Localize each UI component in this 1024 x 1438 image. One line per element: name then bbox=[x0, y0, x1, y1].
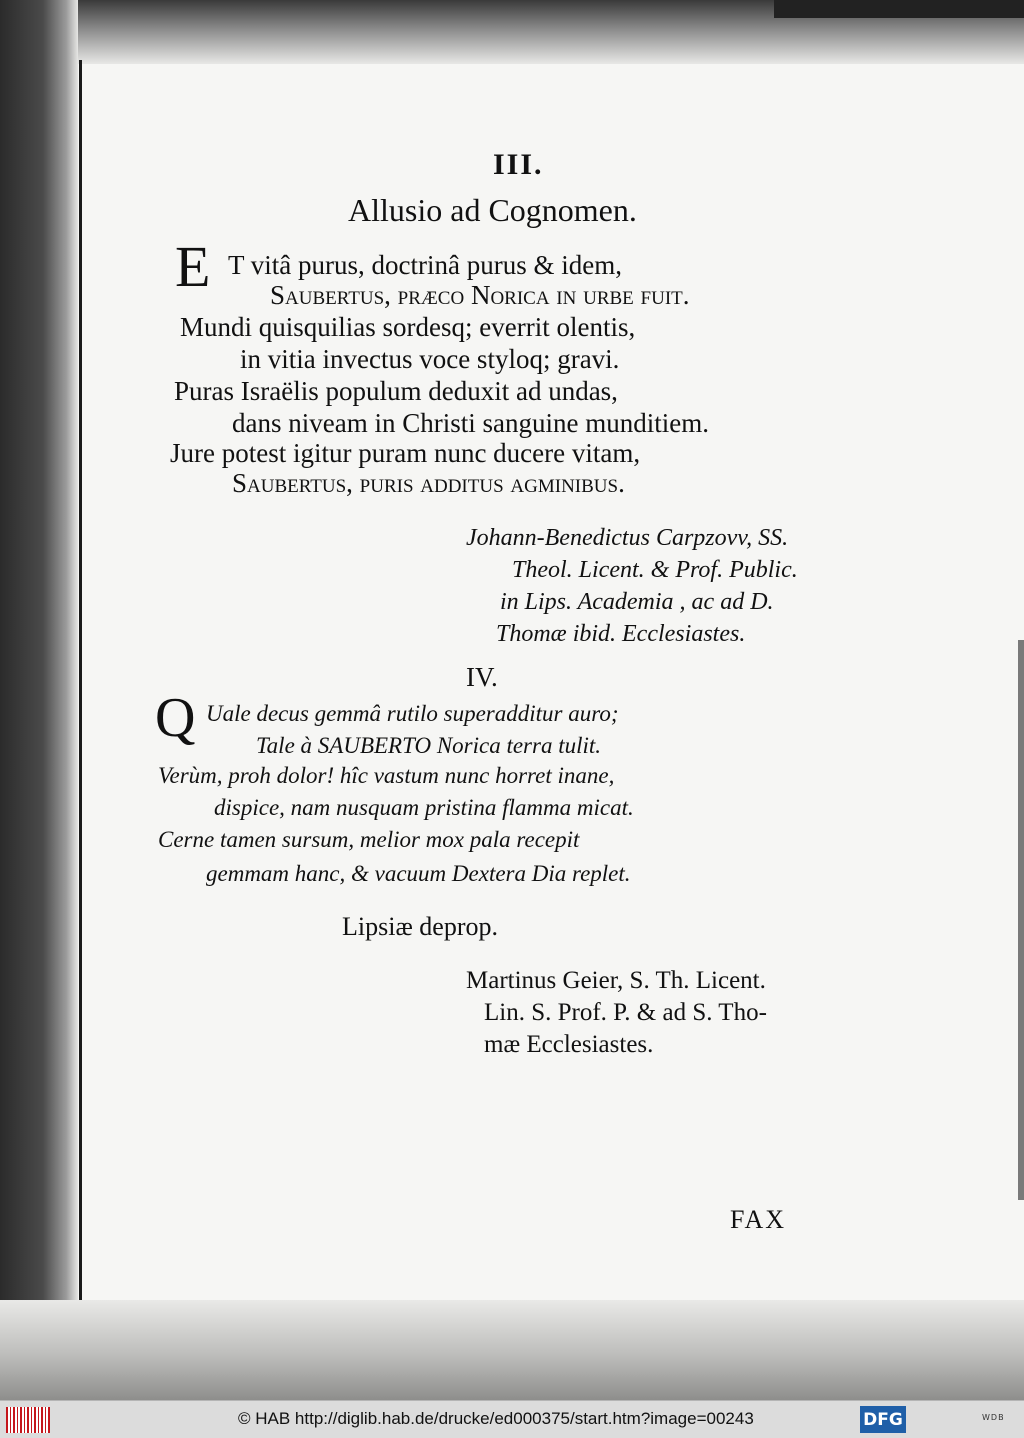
place-line: Lipsiæ deprop. bbox=[342, 912, 498, 941]
poem-line: dans niveam in Christi sanguine munditiem. bbox=[232, 408, 709, 438]
poem-line: Saubertus, puris additus agminibus. bbox=[232, 468, 625, 498]
page-bottom-edge bbox=[0, 1300, 1024, 1400]
section-title: Allusio ad Cognomen. bbox=[348, 192, 637, 228]
poem-line: Mundi quisquilias sordesq; everrit olentis, bbox=[180, 312, 636, 342]
poem-line: Saubertus, præco Norica in urbe fuit. bbox=[270, 280, 690, 310]
poem-line: Jure potest igitur puram nunc ducere vitam, bbox=[170, 438, 641, 468]
signature-line: Thomæ ibid. Ecclesiastes. bbox=[496, 621, 746, 647]
barcode-logo-icon bbox=[6, 1407, 50, 1433]
signature-line: mæ Ecclesiastes. bbox=[484, 1031, 654, 1058]
section-number-4: IV. bbox=[466, 662, 498, 692]
poem-line: Tale à SAUBERTO Norica terra tulit. bbox=[256, 733, 602, 758]
poem-line: Puras Israëlis populum deduxit ad undas, bbox=[174, 376, 618, 406]
signature-line: Martinus Geier, S. Th. Licent. bbox=[466, 967, 766, 994]
signature-line: Theol. Licent. & Prof. Public. bbox=[512, 557, 798, 583]
poem-line: dispice, nam nusquam pristina flamma micat. bbox=[214, 795, 634, 820]
gutter-line bbox=[79, 60, 82, 1310]
poem-line: Uale decus gemmâ rutilo superadditur auro; bbox=[206, 701, 619, 726]
page-right-edge bbox=[1018, 640, 1024, 1200]
source-link[interactable]: © HAB http://diglib.hab.de/drucke/ed000375/start.htm?image=00243 bbox=[238, 1409, 754, 1428]
section-number-3: III. bbox=[493, 148, 544, 181]
poem-line: Verùm, proh dolor! hîc vastum nunc horret inane, bbox=[158, 763, 615, 788]
signature-line: in Lips. Academia , ac ad D. bbox=[500, 589, 774, 615]
poem-line: in vitia invectus voce styloq; gravi. bbox=[240, 344, 620, 374]
signature-line: Lin. S. Prof. P. & ad S. Tho- bbox=[484, 999, 767, 1026]
dropcap-q: Q bbox=[155, 687, 196, 749]
wdb-label: WDB bbox=[982, 1413, 1005, 1422]
dropcap-e: E bbox=[175, 234, 211, 299]
catchword: FAX bbox=[730, 1205, 787, 1234]
dfg-logo: DFG bbox=[860, 1406, 906, 1433]
poem-line: T vitâ purus, doctrinâ purus & idem, bbox=[228, 250, 622, 280]
page-top-edge bbox=[774, 0, 1024, 18]
signature-line: Johann-Benedictus Carpzovv, SS. bbox=[466, 525, 789, 551]
book-gutter-shadow bbox=[0, 0, 78, 1400]
poem-line: Cerne tamen sursum, melior mox pala recepit bbox=[158, 827, 580, 852]
viewer-footer bbox=[0, 1400, 1024, 1438]
poem-line: gemmam hanc, & vacuum Dextera Dia replet. bbox=[206, 861, 631, 886]
